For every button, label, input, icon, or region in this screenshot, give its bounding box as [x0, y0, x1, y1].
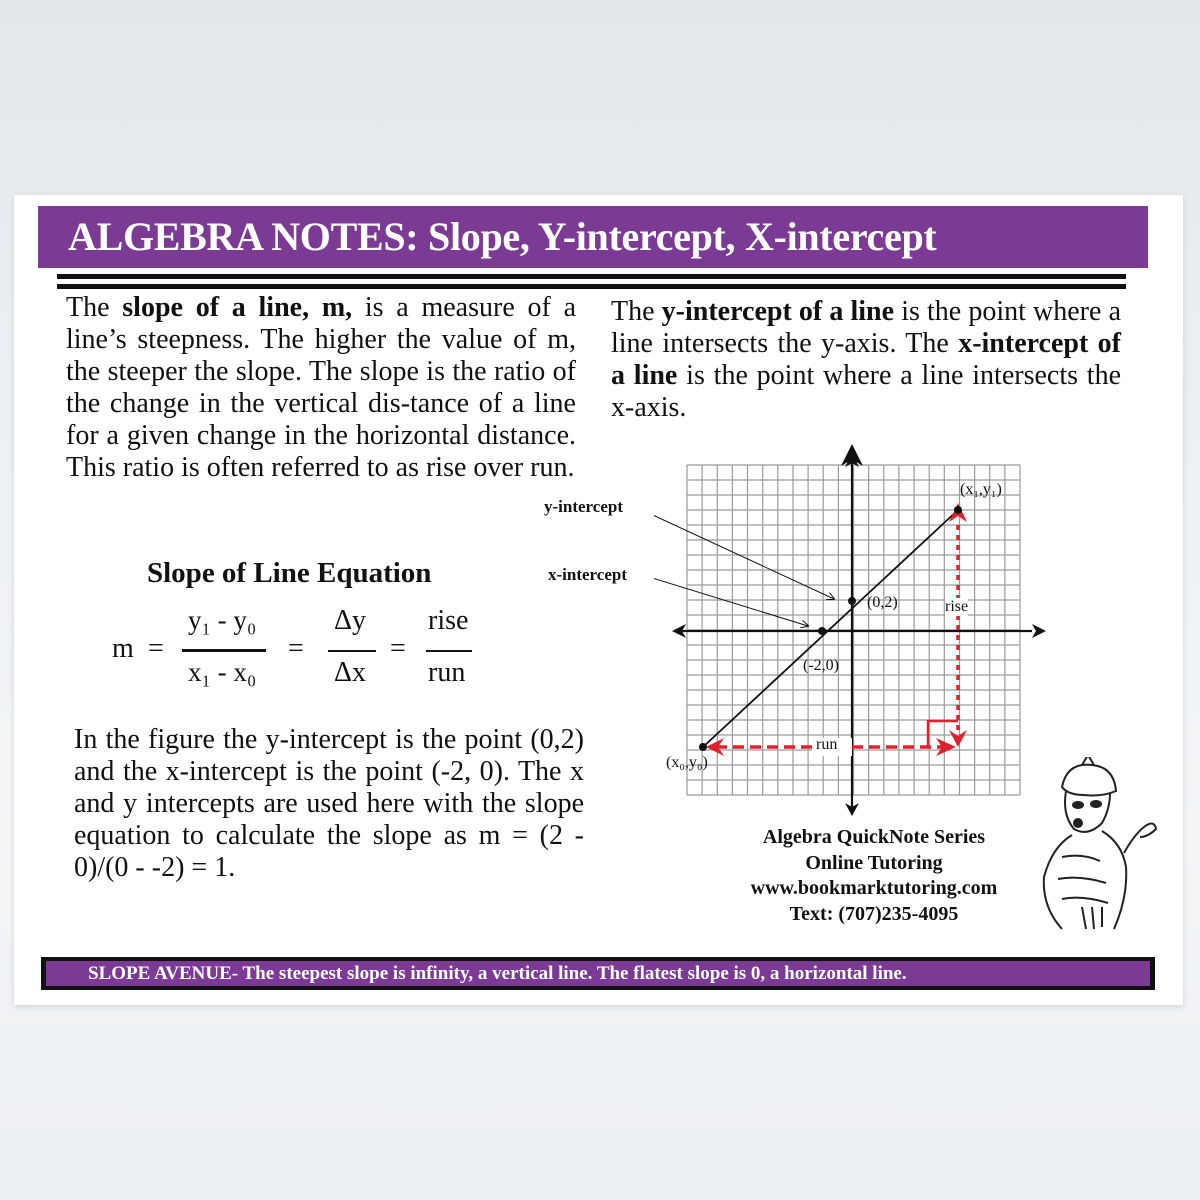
equals-sign: =	[288, 633, 304, 664]
footer-text: SLOPE AVENUE- The steepest slope is infinity, a vertical line. The flatest slope is 0, a horizontal line.	[46, 961, 1150, 986]
rise-down-arrow-icon	[949, 730, 967, 747]
equation-title: Slope of Line Equation	[147, 557, 432, 589]
frac1-numerator: y₁ - y₀	[188, 605, 257, 635]
page-title: ALGEBRA NOTES: Slope, Y-intercept, X-intercept	[38, 206, 1148, 268]
text: is a measure of a line’s steepness. The higher the value of m, the steeper the slope. The slope is the ratio of the change in the vertical dis-tance of a line for a given change in the horizontal distance. This ratio is often referred to as rise over run.	[66, 292, 576, 483]
equation-lhs: m	[112, 633, 134, 664]
bold-term: x-intercept of a line	[611, 328, 1121, 391]
slope-line	[703, 510, 958, 747]
figure-explanation-paragraph: In the figure the y-intercept is the point (0,2) and the x-intercept is the point (-2, 0). The x and y intercepts are used here with the slope equation to calculate the slope as m = (2 - 0)/(0 - -2) = 1.	[74, 724, 584, 883]
intercept-definition-paragraph	[611, 296, 1121, 424]
divider-rule	[57, 284, 1126, 289]
phone-number: Text: (707)235-4095	[789, 902, 959, 925]
website-link[interactable]: www.bookmarktutoring.com	[750, 877, 998, 899]
x-intercept-callout-label: x-intercept	[548, 565, 627, 584]
equals-sign: =	[390, 633, 406, 664]
text: is the point where a line intersects the y-axis. The	[611, 296, 1122, 359]
slope-definition-paragraph	[66, 292, 576, 484]
text: The	[611, 296, 662, 327]
point-end	[954, 506, 962, 514]
bold-term: slope of a line, m,	[122, 292, 353, 323]
rise-label: rise	[945, 598, 969, 615]
fraction-bar	[182, 649, 266, 652]
sketch-illustration-icon	[1022, 757, 1162, 937]
slope-equation	[112, 605, 482, 695]
start-point-label: (x₀,y₀)	[666, 754, 708, 771]
x-axis-right-arrow-icon	[1032, 624, 1046, 638]
fraction-bar	[426, 650, 472, 652]
footer-banner	[41, 957, 1155, 990]
end-point-label: (x₁,y₁)	[960, 481, 1002, 498]
fraction-bar	[328, 650, 376, 652]
series-name: Algebra QuickNote Series	[762, 826, 986, 848]
x-intercept-pointer	[654, 576, 808, 626]
run-label: run	[816, 736, 838, 753]
divider-rule	[57, 274, 1126, 279]
frac3-numerator: rise	[428, 605, 469, 636]
frac2-denominator: Δx	[334, 657, 367, 688]
frac2-numerator: Δy	[334, 605, 367, 636]
equals-sign: =	[148, 633, 164, 664]
service-name: Online Tutoring	[805, 851, 943, 874]
point-start	[699, 743, 707, 751]
frac3-denominator: run	[428, 657, 466, 688]
contact-info	[714, 825, 1034, 927]
y-intercept-point-label: (0,2)	[867, 594, 898, 611]
y-intercept-callout-label: y-intercept	[544, 497, 623, 516]
bold-term: y-intercept of a line	[661, 296, 895, 327]
point-x-intercept	[818, 627, 826, 635]
x-intercept-point-label: (-2,0)	[803, 657, 839, 674]
text: is the point where a line intersects the x-axis.	[611, 360, 1122, 423]
text: The	[66, 292, 123, 323]
frac1-denominator: x₁ - x₀	[188, 657, 257, 687]
poster	[14, 195, 1183, 1005]
point-y-intercept	[848, 597, 856, 605]
